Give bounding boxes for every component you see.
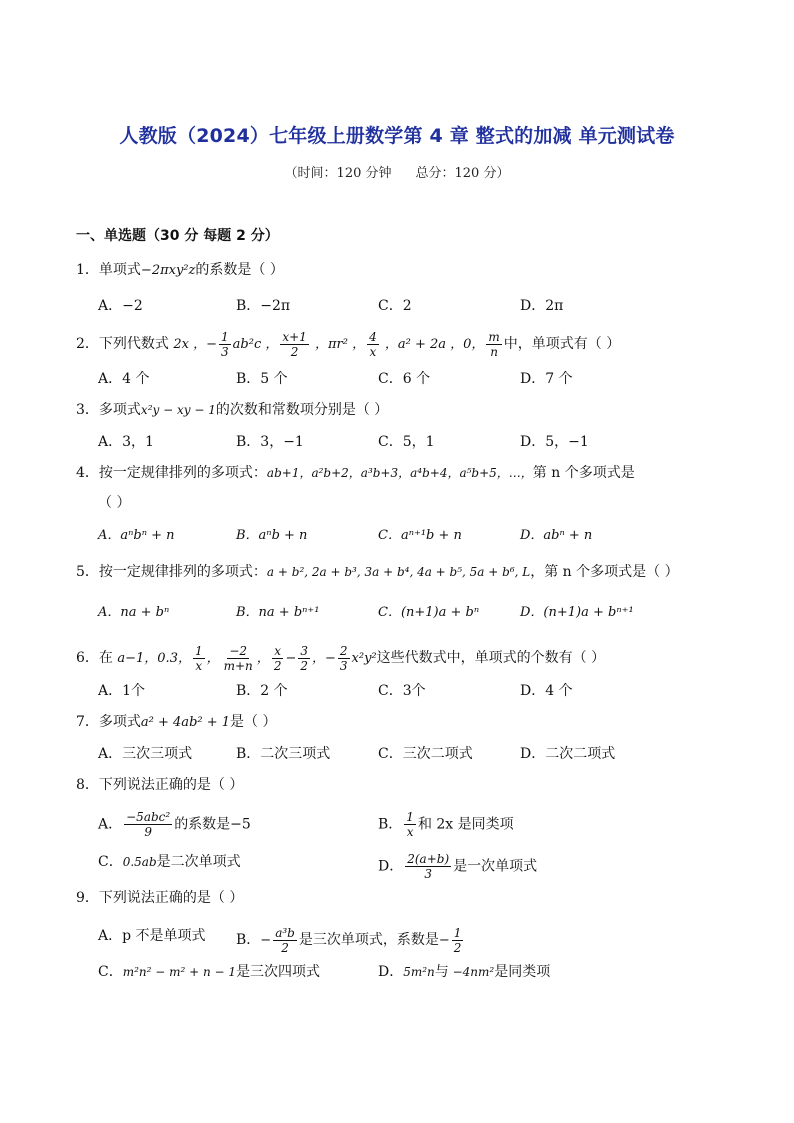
q4-option-a: A．aⁿbⁿ + n <box>98 528 175 543</box>
q2-expressions: 2x ，− $\frac{1}{3}$ ab²c ， $\frac{x+1}{2}$ ，πr² ， $\frac{4}{x}$ ，a² + 2a ，0， $\frac{m}{n}$ <box>173 330 500 359</box>
q5-option-d: D．(n+1)a + bⁿ⁺¹ <box>520 605 634 620</box>
q4-answer-blank: （ ） <box>98 495 131 511</box>
question-4: 4．按一定规律排列的多项式：ab+1，a²b+2，a³b+3，a⁴b+4，a⁵b+5，…，第 n 个多项式是 <box>76 465 635 481</box>
q2-option-c: C．6 个 <box>378 371 431 387</box>
q8-option-a: A． −5abc² 9 的系数是−5 <box>98 810 251 839</box>
q1-option-a: A．−2 <box>98 298 143 314</box>
question-1: 1．单项式−2πxy²z的系数是（ ） <box>76 262 284 278</box>
question-3: 3．多项式x²y − xy − 1的次数和常数项分别是（ ） <box>76 402 389 418</box>
question-7: 7．多项式a² + 4ab² + 1是（ ） <box>76 714 277 730</box>
q2-option-a: A．4 个 <box>98 371 150 387</box>
q1-option-b: B．−2π <box>236 298 291 314</box>
q5-option-b: B．na + bⁿ⁺¹ <box>236 605 320 620</box>
q7-option-d: D．二次二项式 <box>520 746 616 762</box>
question-8: 8．下列说法正确的是（ ） <box>76 777 244 793</box>
q1-option-d: D．2π <box>520 298 564 314</box>
q3-expression: x²y − xy − 1 <box>140 403 216 417</box>
q3-option-c: C．5，1 <box>378 434 435 450</box>
q9-option-b: B．− $\frac{\text{a³b}}{2}$ 是三次单项式，系数是− $\frac{1}{2}$ <box>236 926 462 955</box>
q1-expression: −2πxy²z <box>140 263 196 278</box>
q4-option-b: B．aⁿb + n <box>236 528 308 543</box>
page-title: 人教版（2024）七年级上册数学第 4 章 整式的加减 单元测试卷 <box>119 125 675 147</box>
q2-option-d: D．7 个 <box>520 371 573 387</box>
q8-option-c: C．0.5ab是二次单项式 <box>98 854 241 870</box>
q9-option-d: D．5m²n与 −4nm²是同类项 <box>378 964 551 980</box>
question-6: 6．在 a−1，0.3， $\frac{1}{x}$ ， $\frac{-2}{m+n}$ ， $\frac{x}{2}$ − $\frac{3}{2}$ ，− $\frac{2}{3}$ x²y²这些代数式中，单项式的个数有（ ） <box>76 644 606 673</box>
q3-option-a: A．3，1 <box>98 434 154 450</box>
q6-option-d: D．4 个 <box>520 683 573 699</box>
q6-option-a: A．1个 <box>98 683 146 699</box>
q5-option-c: C．(n+1)a + bⁿ <box>378 605 480 620</box>
q1-option-c: C．2 <box>378 298 412 314</box>
q5-option-a: A．na + bⁿ <box>98 605 170 620</box>
q6-option-c: C．3个 <box>378 683 426 699</box>
q4-option-c: C．aⁿ⁺¹b + n <box>378 528 462 543</box>
q8-option-b: B． $\frac{1}{x}$ 和 2x 是同类项 <box>378 810 514 839</box>
q4-option-d: D．abⁿ + n <box>520 528 593 543</box>
q5-sequence: a + b², 2a + b³, 3a + b⁴, 4a + b⁵, 5a + b⁶, L <box>266 565 531 579</box>
question-5: 5．按一定规律排列的多项式：a + b², 2a + b³, 3a + b⁴, 4a + b⁵, 5a + b⁶, L，第 n 个多项式是（ ） <box>76 564 679 580</box>
q8-option-d: D． $\frac{2(a+b)}{3}$ 是一次单项式 <box>378 852 538 881</box>
q9-option-a: A．p 不是单项式 <box>98 928 206 944</box>
q7-option-c: C．三次二项式 <box>378 746 473 762</box>
q7-expression: a² + 4ab² + 1 <box>140 715 231 730</box>
question-9: 9．下列说法正确的是（ ） <box>76 890 244 906</box>
q6-option-b: B．2 个 <box>236 683 288 699</box>
q3-option-d: D．5，−1 <box>520 434 589 450</box>
q6-expressions: a−1，0.3， $\frac{1}{x}$ ， $\frac{-2}{m+n}$ ， $\frac{x}{2}$ − $\frac{3}{2}$ ，− $\frac{2}{3}$ x²y² <box>117 644 377 673</box>
q2-option-b: B．5 个 <box>236 371 288 387</box>
time-limit: （时间：120 分钟 <box>284 166 392 181</box>
q4-sequence: ab+1，a²b+2，a³b+3，a⁴b+4，a⁵b+5，…， <box>266 466 533 480</box>
section-heading: 一、单选题（30 分 每题 2 分） <box>76 228 279 244</box>
q9-option-c: C．m²n² − m² + n − 1是三次四项式 <box>98 964 321 980</box>
exam-info <box>0 162 794 181</box>
question-2: 2．下列代数式 2x ，− $\frac{1}{3}$ ab²c ， $\frac{x+1}{2}$ ，πr² ， $\frac{4}{x}$ ，a² + 2a ，0， $\frac{m}{n}$ 中，单项式有（ ） <box>76 330 621 359</box>
q7-option-a: A．三次三项式 <box>98 746 193 762</box>
q3-option-b: B．3，−1 <box>236 434 304 450</box>
total-score: 总分：120 分） <box>415 166 510 181</box>
q7-option-b: B．二次三项式 <box>236 746 331 762</box>
